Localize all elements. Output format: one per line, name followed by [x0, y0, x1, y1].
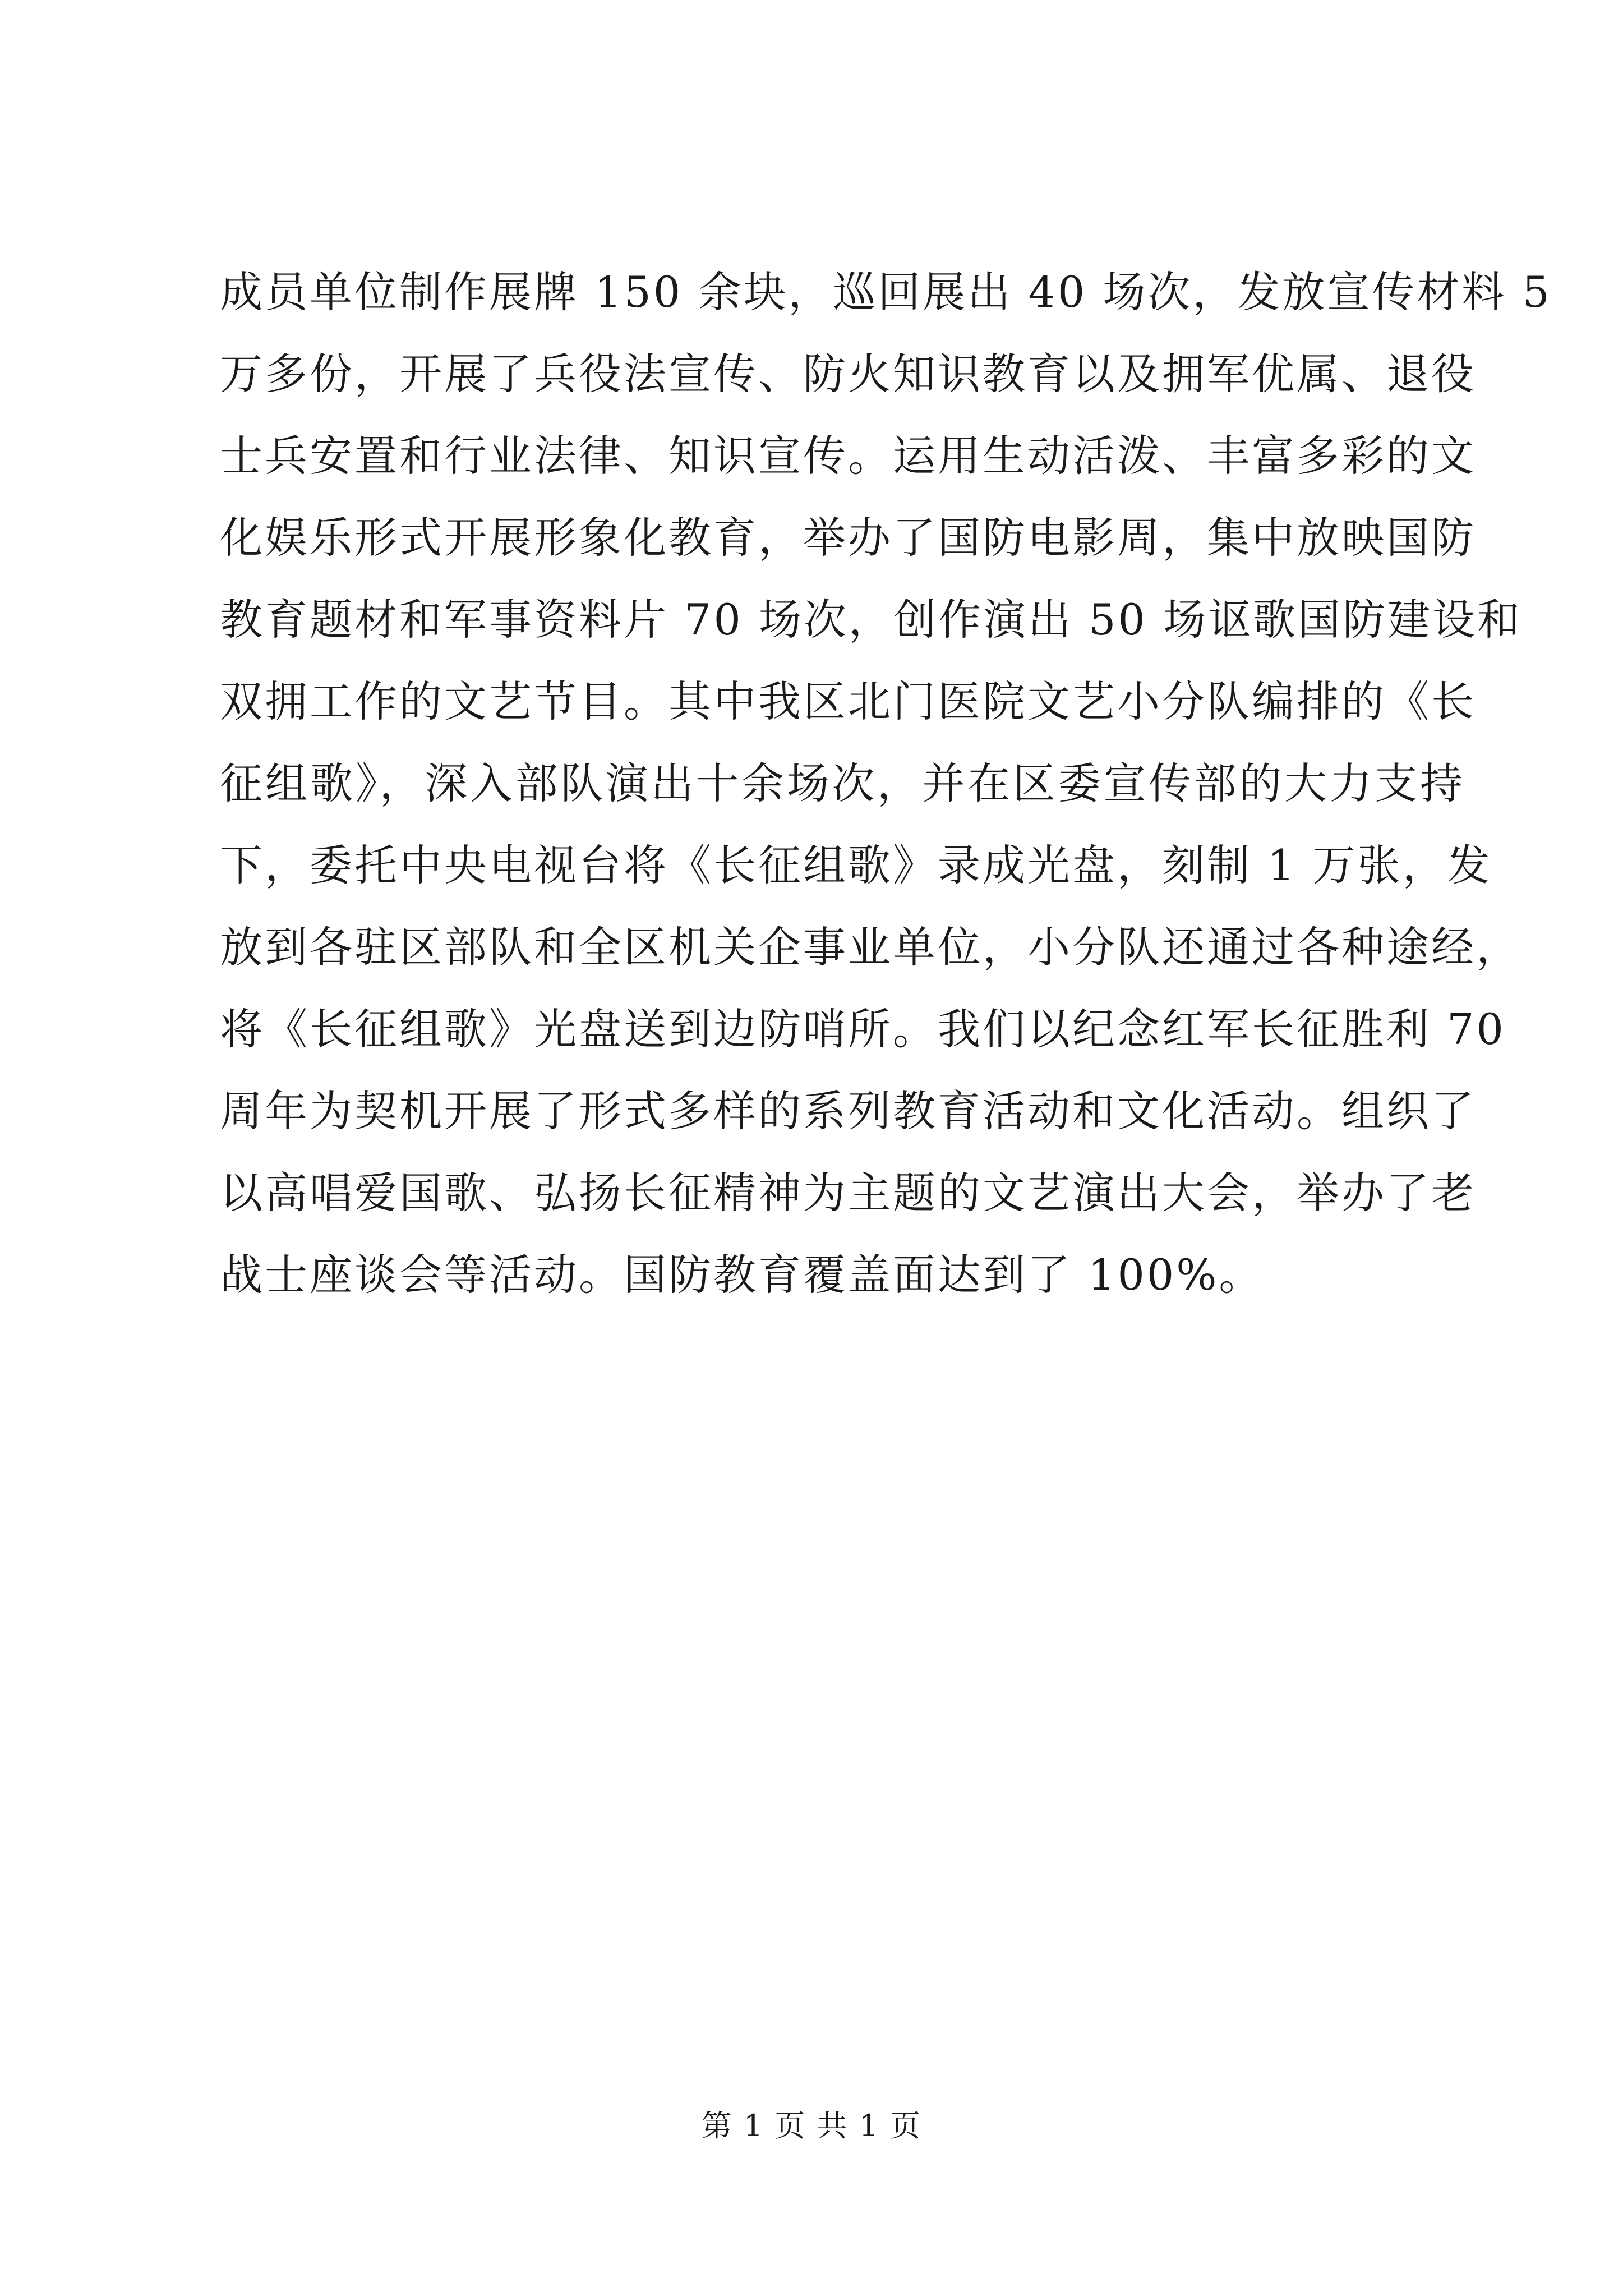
text-line: 下，委托中央电视台将《长征组歌》录成光盘，刻制 1 万张，发	[220, 840, 1492, 890]
text-line: 化娱乐形式开展形象化教育，举办了国防电影周，集中放映国防	[220, 513, 1476, 563]
text-line: 教育题材和军事资料片 70 场次，创作演出 50 场讴歌国防建设和	[220, 595, 1523, 645]
text-line: 士兵安置和行业法律、知识宣传。运用生动活泼、丰富多彩的文	[220, 431, 1476, 481]
page-number-label: 第 1 页 共 1 页	[701, 2108, 922, 2143]
text-line: 以高唱爱国歌、弘扬长征精神为主题的文艺演出大会，举办了老	[220, 1168, 1476, 1218]
text-line: 放到各驻区部队和全区机关企事业单位，小分队还通过各种途经，	[220, 922, 1521, 972]
text-line: 将《长征组歌》光盘送到边防哨所。我们以纪念红军长征胜利 70	[220, 1004, 1506, 1054]
text-line: 万多份，开展了兵役法宣传、防火知识教育以及拥军优属、退役	[220, 349, 1476, 399]
text-line: 征组歌》，深入部队演出十余场次，并在区委宣传部的大力支持	[220, 758, 1465, 808]
text-line: 双拥工作的文艺节目。其中我区北门医院文艺小分队编排的《长	[220, 677, 1476, 726]
page-footer	[0, 2106, 1623, 2146]
text-line: 周年为契机开展了形式多样的系列教育活动和文化活动。组织了	[220, 1086, 1476, 1136]
text-line: 成员单位制作展牌 150 余块，巡回展出 40 场次，发放宣传材料 5	[220, 267, 1552, 317]
body-paragraph	[220, 251, 1552, 1316]
text-line-last: 战士座谈会等活动。国防教育覆盖面达到了 100%。	[220, 1250, 1264, 1300]
